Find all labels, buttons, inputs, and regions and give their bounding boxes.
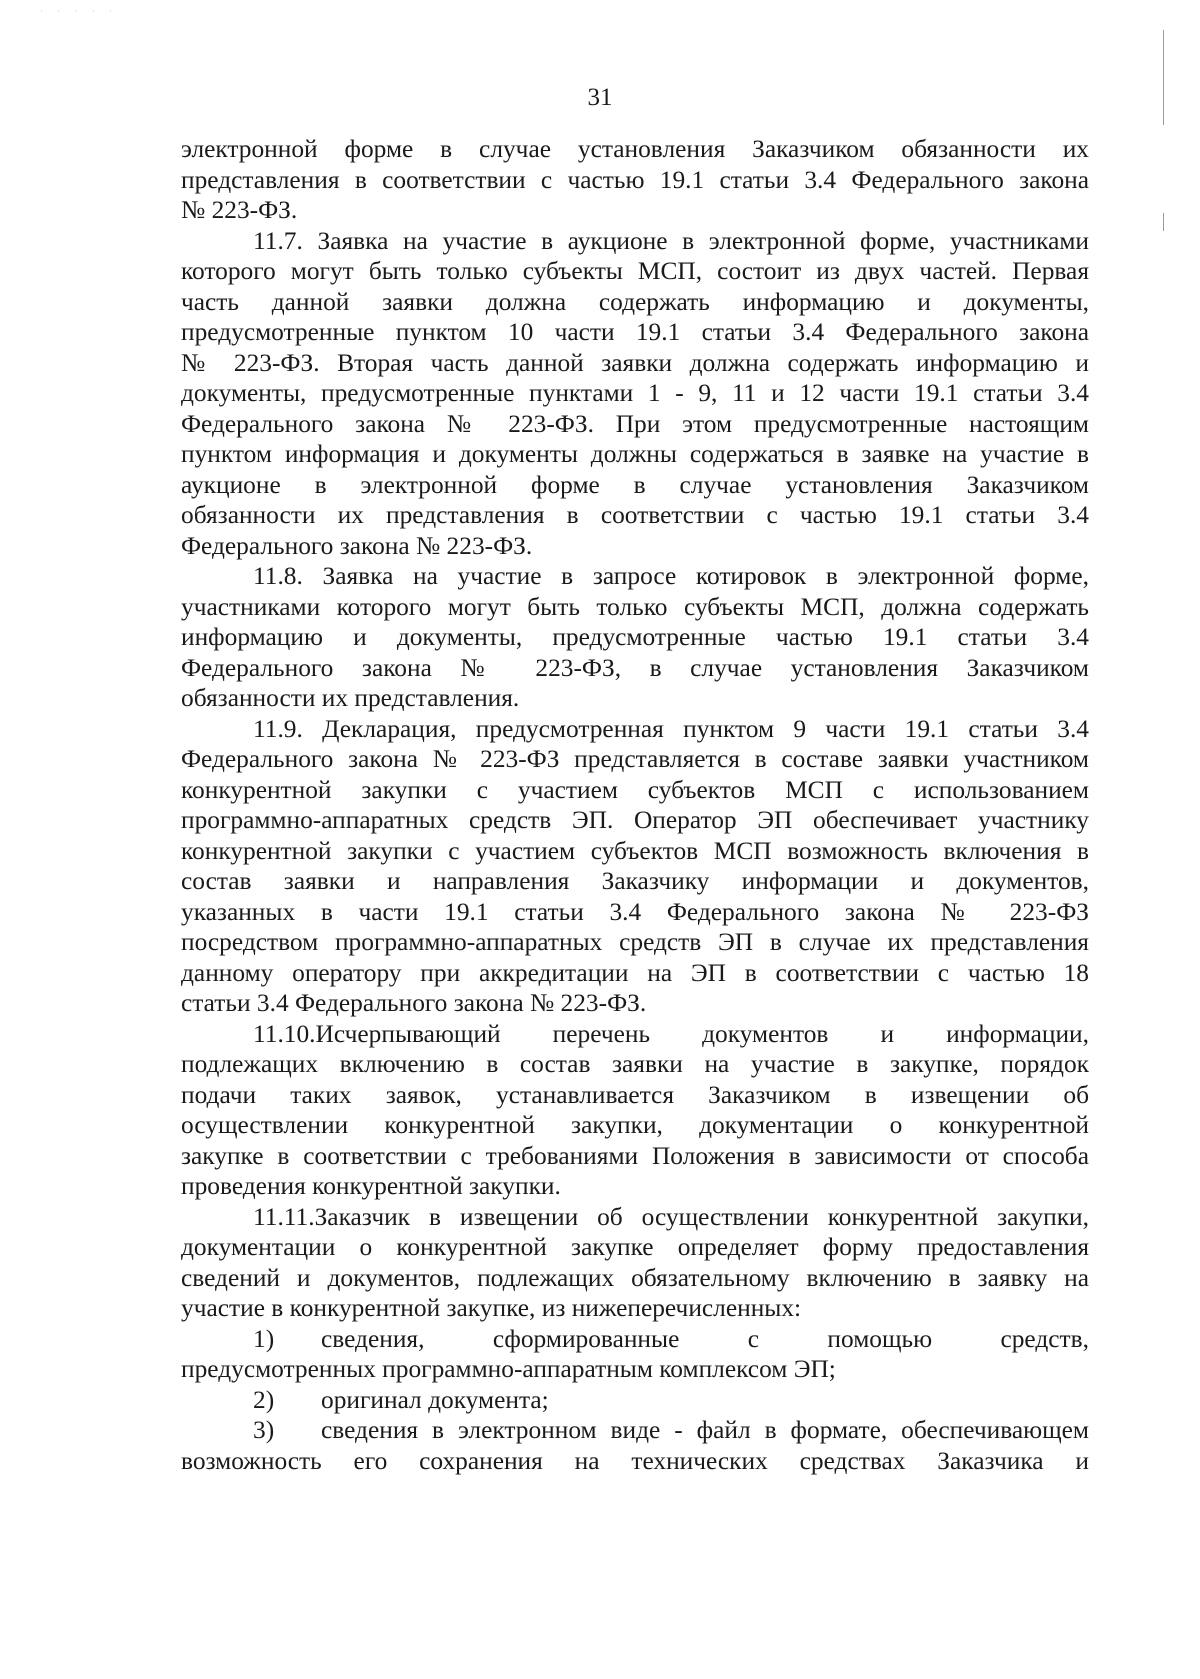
- text-line: [181, 561, 1089, 592]
- text-line: [181, 287, 1089, 318]
- text-line: [181, 1019, 1089, 1050]
- line-text: пунктом информация и документы должны содержаться в заявке на участие в: [181, 440, 1089, 468]
- text-line: [181, 378, 1089, 409]
- line-text: обязанности их представления в соответствии с частью 19.1 статьи 3.4: [181, 501, 1089, 529]
- text-line: [181, 866, 1089, 897]
- text-line: [181, 134, 1089, 165]
- text-line: [181, 1324, 1089, 1355]
- text-line: [181, 1232, 1089, 1263]
- line-text: сведения в электронном виде - файл в формате, обеспечивающем: [321, 1416, 1089, 1444]
- text-line: [181, 439, 1089, 470]
- line-text: подачи таких заявок, устанавливается Заказчиком в извещении об: [181, 1080, 1089, 1109]
- text-line: [181, 1415, 1089, 1446]
- text-line: [181, 1141, 1089, 1172]
- text-line: [181, 1446, 1089, 1477]
- line-text: 11.7. Заявка на участие в аукционе в электронной форме, участниками: [253, 226, 1089, 255]
- text-line: [181, 1049, 1089, 1080]
- text-line: [181, 592, 1089, 623]
- text-line: [181, 348, 1089, 379]
- line-text: документации о конкурентной закупке определяет форму предоставления: [181, 1233, 1089, 1261]
- line-text: сведений и документов, подлежащих обязательному включению в заявку на: [181, 1263, 1089, 1292]
- text-line: [181, 1202, 1089, 1233]
- line-text: проведения конкурентной закупки.: [181, 1172, 561, 1200]
- line-text: программно-аппаратных средств ЭП. Оператор ЭП обеспечивает участнику: [181, 806, 1089, 834]
- line-text: оригинал документа;: [321, 1385, 549, 1414]
- scan-dots: · · · · ·: [40, 6, 118, 16]
- text-line: [181, 1385, 1089, 1416]
- text-line: [181, 744, 1089, 775]
- text-line: [181, 226, 1089, 257]
- line-text: состав заявки и направления Заказчику информации и документов,: [181, 867, 1089, 895]
- line-text: № 223-ФЗ.: [181, 196, 298, 224]
- line-text: посредством программно-аппаратных средств ЭП в случае их представления: [181, 928, 1089, 956]
- line-text: информацию и документы, предусмотренные частью 19.1 статьи 3.4: [181, 623, 1089, 651]
- line-text: документы, предусмотренные пунктами 1 - 9, 11 и 12 части 19.1 статьи 3.4: [181, 379, 1089, 407]
- line-text: предусмотренных программно-аппаратным комплексом ЭП;: [181, 1355, 836, 1383]
- line-text: № 223-ФЗ. Вторая часть данной заявки должна содержать информацию и: [181, 348, 1089, 377]
- line-text: статьи 3.4 Федерального закона № 223-ФЗ.: [181, 989, 647, 1017]
- text-line: [181, 531, 1089, 562]
- line-text: аукционе в электронной форме в случае установления Заказчиком: [181, 470, 1089, 499]
- text-line: [181, 897, 1089, 928]
- text-line: [181, 317, 1089, 348]
- document-body: [181, 134, 1089, 1476]
- text-line: [181, 500, 1089, 531]
- line-text: участниками которого могут быть только субъекты МСП, должна содержать: [181, 592, 1089, 621]
- line-text: Федерального закона № 223-ФЗ.: [181, 531, 533, 560]
- line-text: осуществлении конкурентной закупки, документации о конкурентной: [181, 1111, 1089, 1139]
- text-line: [181, 195, 1089, 226]
- line-text: Федерального закона № 223-ФЗ. При этом предусмотренные настоящим: [181, 409, 1089, 438]
- line-text: 11.10.Исчерпывающий перечень документов и информации,: [253, 1019, 1089, 1048]
- line-text: возможность его сохранения на технических средствах Заказчика и: [181, 1446, 1089, 1475]
- line-text: часть данной заявки должна содержать информацию и документы,: [181, 287, 1089, 316]
- scan-edge-mark: [1163, 213, 1164, 231]
- line-text: подлежащих включению в состав заявки на участие в закупке, порядок: [181, 1050, 1089, 1078]
- text-line: [181, 165, 1089, 196]
- line-text: Федерального закона № 223-ФЗ, в случае установления Заказчиком: [181, 653, 1089, 682]
- text-line: [181, 988, 1089, 1019]
- line-text: 11.8. Заявка на участие в запросе котировок в электронной форме,: [253, 562, 1089, 590]
- text-line: [181, 1171, 1089, 1202]
- line-text: закупке в соответствии с требованиями Положения в зависимости от способа: [181, 1141, 1089, 1170]
- line-text: 11.11.Заказчик в извещении об осуществлении конкурентной закупки,: [253, 1202, 1089, 1231]
- line-text: представления в соответствии с частью 19.1 статьи 3.4 Федерального закона: [181, 165, 1089, 194]
- text-line: [181, 1263, 1089, 1294]
- text-line: [181, 1110, 1089, 1141]
- list-marker: 3): [253, 1416, 275, 1444]
- line-text: электронной форме в случае установления Заказчиком обязанности их: [181, 135, 1089, 163]
- text-line: [181, 805, 1089, 836]
- text-line: [181, 836, 1089, 867]
- text-line: [181, 1293, 1089, 1324]
- line-text: 11.9. Декларация, предусмотренная пунктом 9 части 19.1 статьи 3.4: [253, 714, 1089, 743]
- line-text: участие в конкурентной закупке, из нижеперечисленных:: [181, 1294, 802, 1322]
- text-line: [181, 958, 1089, 989]
- text-line: [181, 714, 1089, 745]
- line-text: которого могут быть только субъекты МСП, состоит из двух частей. Первая: [181, 257, 1089, 285]
- line-text: обязанности их представления.: [181, 684, 520, 712]
- line-text: Федерального закона № 223-ФЗ представляется в составе заявки участником: [181, 745, 1089, 773]
- text-line: [181, 775, 1089, 806]
- text-line: [181, 653, 1089, 684]
- line-text: указанных в части 19.1 статьи 3.4 Федерального закона № 223-ФЗ: [181, 897, 1089, 926]
- text-line: [181, 622, 1089, 653]
- page-number: 31: [587, 84, 613, 111]
- line-text: предусмотренные пунктом 10 части 19.1 статьи 3.4 Федерального закона: [181, 318, 1089, 346]
- line-text: конкурентной закупки с участием субъектов МСП возможность включения в: [181, 836, 1089, 865]
- text-line: [181, 470, 1089, 501]
- line-text: конкурентной закупки с участием субъектов МСП с использованием: [181, 775, 1089, 804]
- text-line: [181, 927, 1089, 958]
- text-line: [181, 1354, 1089, 1385]
- line-text: сведения, сформированные с помощью средств,: [321, 1324, 1089, 1353]
- text-line: [181, 409, 1089, 440]
- text-line: [181, 1080, 1089, 1111]
- list-marker: 1): [253, 1324, 275, 1353]
- list-marker: 2): [253, 1385, 275, 1414]
- line-text: данному оператору при аккредитации на ЭП в соответствии с частью 18: [181, 958, 1089, 987]
- text-line: [181, 256, 1089, 287]
- text-line: [181, 683, 1089, 714]
